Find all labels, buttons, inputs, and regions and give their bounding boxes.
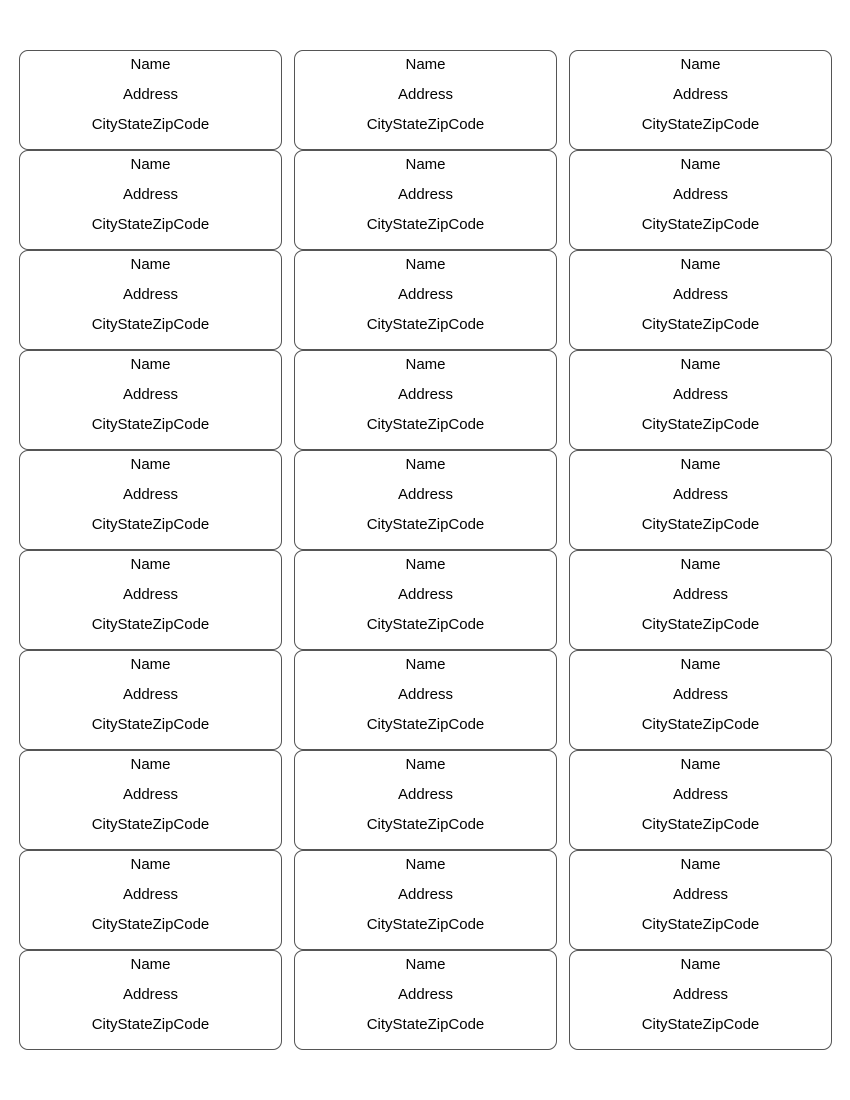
label-name: Name <box>680 356 721 373</box>
label-name: Name <box>130 156 171 173</box>
address-label[interactable] <box>569 750 832 850</box>
label-city-state-zip: CityStateZipCode <box>91 516 210 533</box>
label-city-state-zip: CityStateZipCode <box>366 816 485 833</box>
label-city-state-zip: CityStateZipCode <box>641 616 760 633</box>
label-city-state-zip: CityStateZipCode <box>366 116 485 133</box>
label-address: Address <box>122 586 179 603</box>
label-city-state-zip: CityStateZipCode <box>91 616 210 633</box>
address-label[interactable] <box>294 50 557 150</box>
label-city-state-zip: CityStateZipCode <box>91 716 210 733</box>
label-city-state-zip: CityStateZipCode <box>641 816 760 833</box>
address-label[interactable] <box>19 250 282 350</box>
label-city-state-zip: CityStateZipCode <box>91 416 210 433</box>
label-address: Address <box>672 786 729 803</box>
label-name: Name <box>680 656 721 673</box>
address-label[interactable] <box>294 950 557 1050</box>
label-city-state-zip: CityStateZipCode <box>91 916 210 933</box>
label-address: Address <box>122 886 179 903</box>
label-name: Name <box>405 56 446 73</box>
address-label[interactable] <box>19 850 282 950</box>
label-address: Address <box>672 286 729 303</box>
address-label[interactable] <box>294 350 557 450</box>
label-city-state-zip: CityStateZipCode <box>91 1016 210 1033</box>
label-city-state-zip: CityStateZipCode <box>641 216 760 233</box>
address-label[interactable] <box>19 50 282 150</box>
label-address: Address <box>672 986 729 1003</box>
label-address: Address <box>672 386 729 403</box>
label-address: Address <box>672 686 729 703</box>
label-address: Address <box>397 786 454 803</box>
address-label[interactable] <box>569 150 832 250</box>
label-name: Name <box>405 156 446 173</box>
label-name: Name <box>680 56 721 73</box>
label-address: Address <box>397 186 454 203</box>
label-city-state-zip: CityStateZipCode <box>91 816 210 833</box>
address-label[interactable] <box>294 150 557 250</box>
label-address: Address <box>122 86 179 103</box>
address-label[interactable] <box>19 450 282 550</box>
label-address: Address <box>122 286 179 303</box>
label-name: Name <box>680 956 721 973</box>
label-sheet <box>19 50 832 1050</box>
label-name: Name <box>130 456 171 473</box>
label-name: Name <box>130 956 171 973</box>
label-name: Name <box>130 56 171 73</box>
label-city-state-zip: CityStateZipCode <box>91 216 210 233</box>
address-label[interactable] <box>569 650 832 750</box>
address-label[interactable] <box>569 450 832 550</box>
label-city-state-zip: CityStateZipCode <box>641 416 760 433</box>
label-city-state-zip: CityStateZipCode <box>366 616 485 633</box>
address-label[interactable] <box>569 550 832 650</box>
address-label[interactable] <box>19 150 282 250</box>
label-name: Name <box>405 656 446 673</box>
label-name: Name <box>405 556 446 573</box>
label-city-state-zip: CityStateZipCode <box>641 916 760 933</box>
label-address: Address <box>672 586 729 603</box>
address-label[interactable] <box>569 50 832 150</box>
address-label[interactable] <box>569 850 832 950</box>
label-city-state-zip: CityStateZipCode <box>641 516 760 533</box>
label-city-state-zip: CityStateZipCode <box>366 316 485 333</box>
address-label[interactable] <box>294 250 557 350</box>
label-name: Name <box>405 456 446 473</box>
label-name: Name <box>680 756 721 773</box>
label-city-state-zip: CityStateZipCode <box>91 316 210 333</box>
label-name: Name <box>405 356 446 373</box>
label-address: Address <box>397 986 454 1003</box>
address-label[interactable] <box>569 950 832 1050</box>
address-label[interactable] <box>19 350 282 450</box>
label-name: Name <box>130 556 171 573</box>
label-city-state-zip: CityStateZipCode <box>366 216 485 233</box>
label-name: Name <box>130 856 171 873</box>
label-name: Name <box>405 856 446 873</box>
label-address: Address <box>397 386 454 403</box>
label-city-state-zip: CityStateZipCode <box>366 1016 485 1033</box>
label-city-state-zip: CityStateZipCode <box>641 1016 760 1033</box>
label-address: Address <box>397 86 454 103</box>
label-address: Address <box>397 586 454 603</box>
label-address: Address <box>397 686 454 703</box>
label-address: Address <box>122 186 179 203</box>
label-address: Address <box>397 886 454 903</box>
label-address: Address <box>672 886 729 903</box>
address-label[interactable] <box>294 650 557 750</box>
label-name: Name <box>405 956 446 973</box>
address-label[interactable] <box>294 450 557 550</box>
label-name: Name <box>130 756 171 773</box>
address-label[interactable] <box>294 550 557 650</box>
label-address: Address <box>397 486 454 503</box>
label-name: Name <box>130 356 171 373</box>
address-label[interactable] <box>569 350 832 450</box>
label-name: Name <box>680 556 721 573</box>
label-name: Name <box>680 256 721 273</box>
label-address: Address <box>672 486 729 503</box>
label-address: Address <box>672 186 729 203</box>
label-name: Name <box>405 256 446 273</box>
label-city-state-zip: CityStateZipCode <box>366 416 485 433</box>
label-name: Name <box>405 756 446 773</box>
label-name: Name <box>130 656 171 673</box>
label-address: Address <box>122 486 179 503</box>
address-label[interactable] <box>19 550 282 650</box>
label-address: Address <box>122 386 179 403</box>
address-label[interactable] <box>294 850 557 950</box>
label-address: Address <box>122 686 179 703</box>
label-city-state-zip: CityStateZipCode <box>641 116 760 133</box>
label-city-state-zip: CityStateZipCode <box>366 516 485 533</box>
label-city-state-zip: CityStateZipCode <box>91 116 210 133</box>
address-label[interactable] <box>19 950 282 1050</box>
label-city-state-zip: CityStateZipCode <box>641 716 760 733</box>
label-city-state-zip: CityStateZipCode <box>366 716 485 733</box>
label-city-state-zip: CityStateZipCode <box>641 316 760 333</box>
label-address: Address <box>397 286 454 303</box>
address-label[interactable] <box>19 650 282 750</box>
label-name: Name <box>680 456 721 473</box>
address-label[interactable] <box>569 250 832 350</box>
label-address: Address <box>122 986 179 1003</box>
address-label[interactable] <box>19 750 282 850</box>
address-label[interactable] <box>294 750 557 850</box>
label-city-state-zip: CityStateZipCode <box>366 916 485 933</box>
label-name: Name <box>680 856 721 873</box>
label-name: Name <box>680 156 721 173</box>
label-address: Address <box>122 786 179 803</box>
label-name: Name <box>130 256 171 273</box>
label-address: Address <box>672 86 729 103</box>
